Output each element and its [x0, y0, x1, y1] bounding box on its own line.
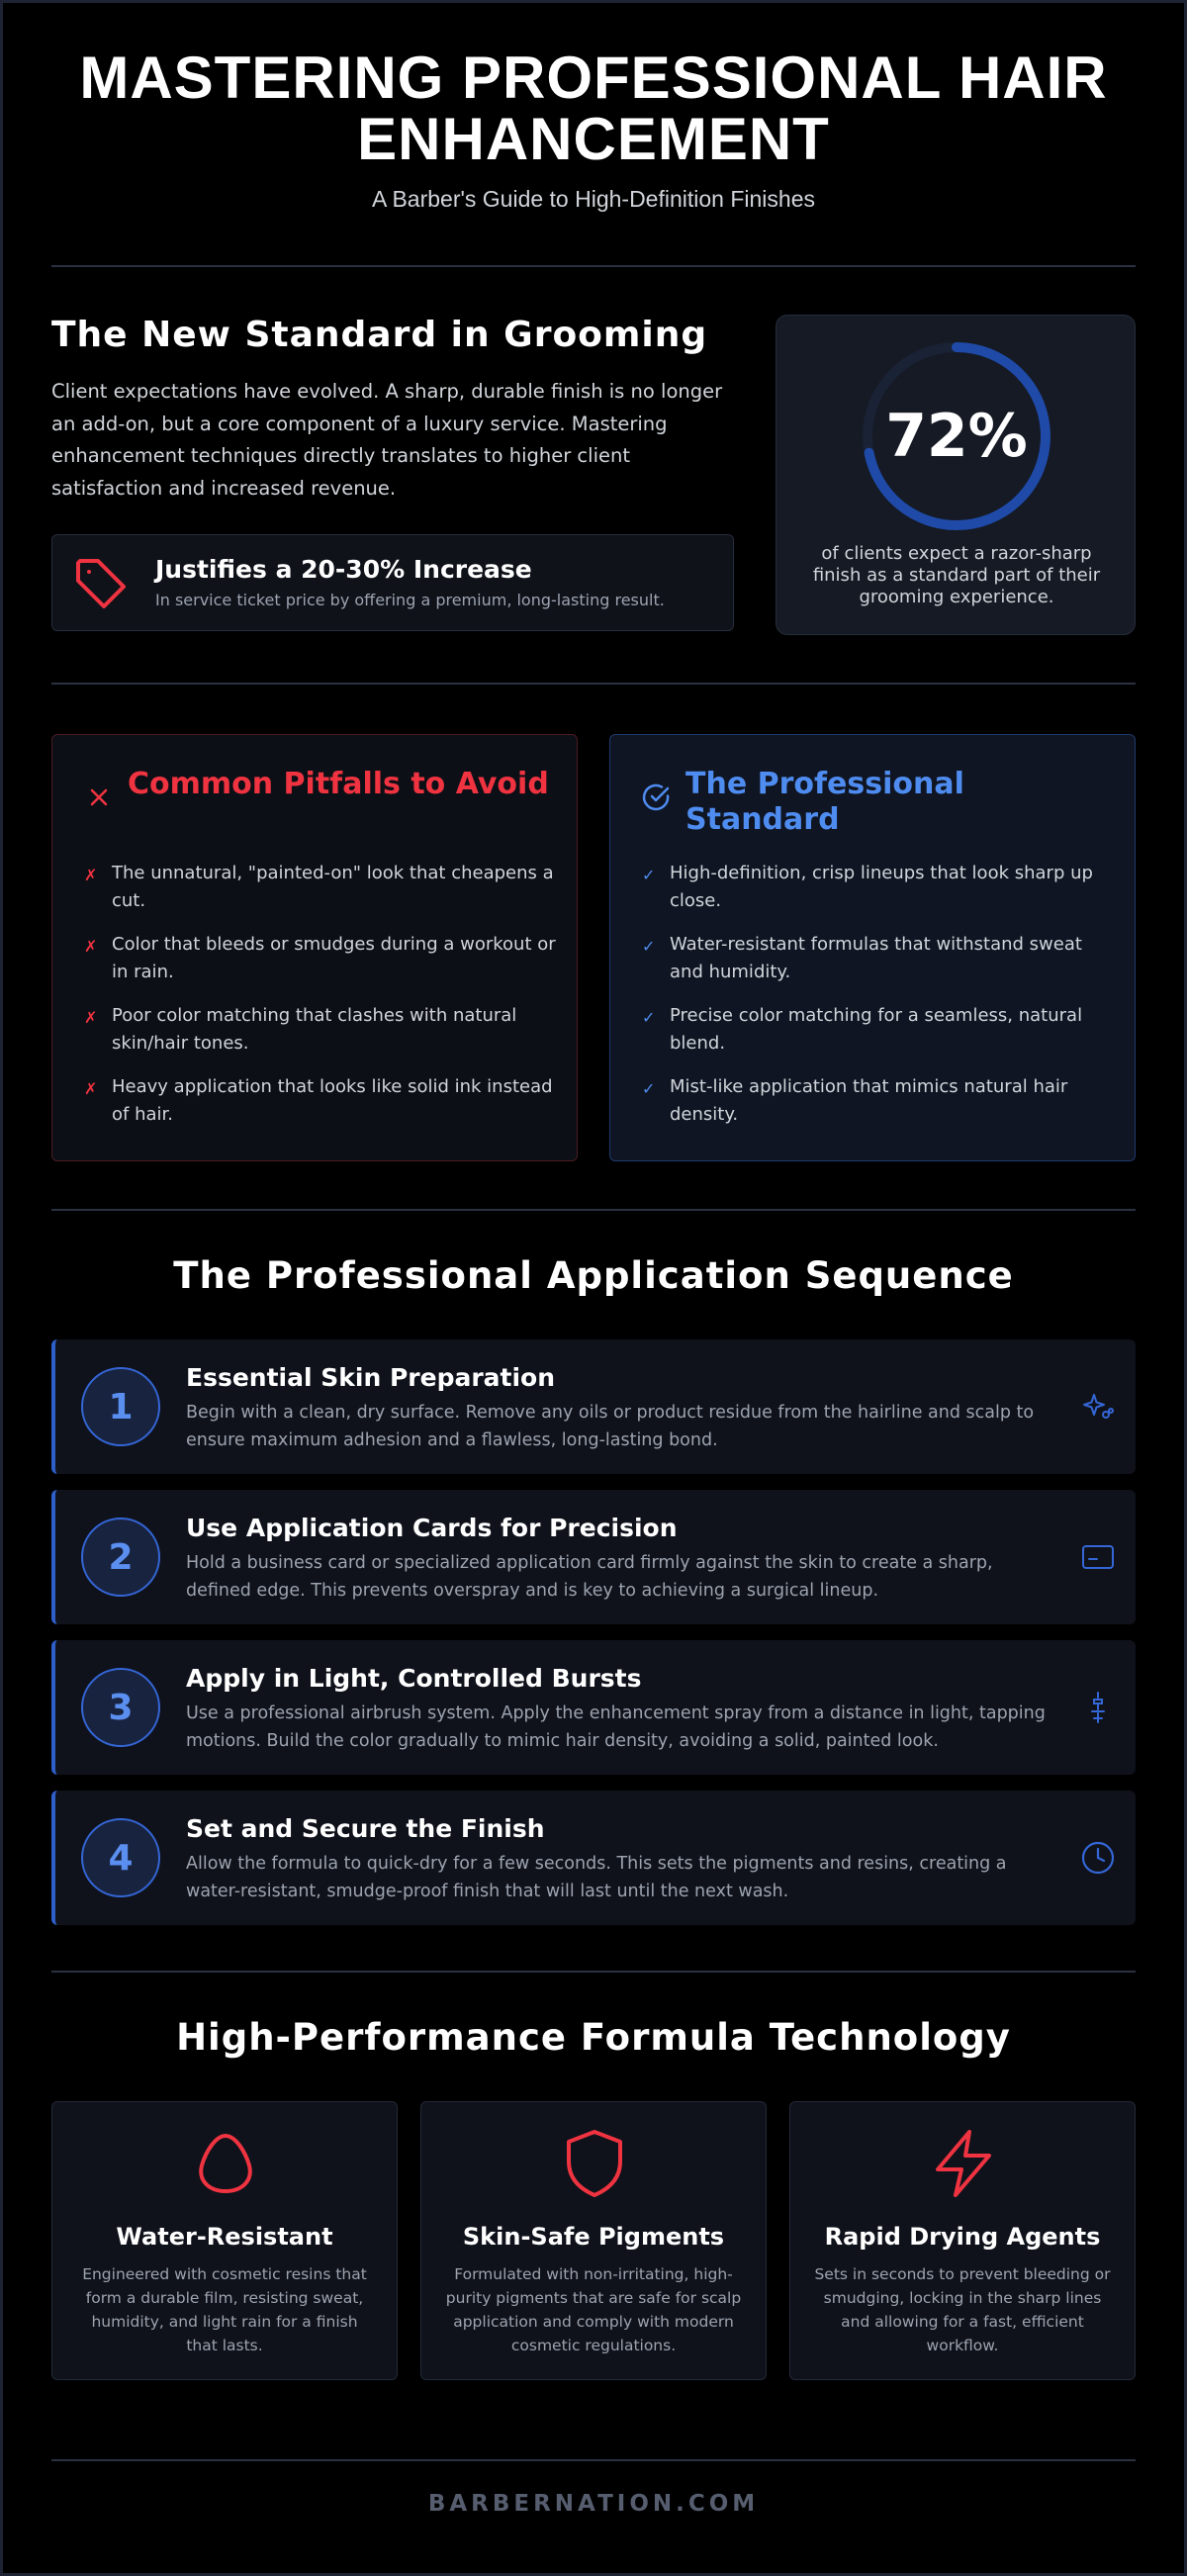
divider: [51, 2459, 1136, 2461]
feature-title: Rapid Drying Agents: [824, 2223, 1101, 2251]
stat-card: [776, 315, 1136, 635]
price-increase-subtitle: In service ticket price by offering a premium, long-lasting result.: [155, 591, 665, 609]
list-item: ✗ Color that bleeds or smudges during a workout or in rain.: [84, 934, 556, 982]
pitfalls-card: [51, 734, 578, 1161]
stat-description: of clients expect a razor-sharp finish as a standard part of their grooming experience.: [812, 543, 1101, 607]
clock-icon: [1080, 1840, 1116, 1876]
technology-heading: High-Performance Formula Technology: [176, 2016, 1011, 2059]
intro-body: Client expectations have evolved. A sharp, durable finish is no longer an add-on, but a core component of a luxury service. Mastering enhancement techniques directly translates to higher client satisfaction and increased revenue.: [51, 380, 723, 500]
sequence-heading: The Professional Application Sequence: [173, 1254, 1014, 1297]
pitfalls-title: Common Pitfalls to Avoid: [128, 767, 549, 801]
standard-title: The Professional Standard: [685, 767, 964, 837]
feature-card: [420, 2101, 767, 2380]
sparkles-icon: [1080, 1389, 1116, 1425]
list-item: ✗ Poor color matching that clashes with natural skin/hair tones.: [84, 1005, 517, 1054]
step-card: [51, 1490, 1136, 1624]
list-item: ✓ Precise color matching for a seamless, natural blend.: [642, 1005, 1083, 1054]
step-title: Apply in Light, Controlled Bursts: [186, 1664, 642, 1693]
step-description: Use a professional airbrush system. Apply the enhancement spray from a distance in light, tapping motions. Build the color gradually to mimic hair density, avoiding a solid, painted look.: [186, 1703, 1046, 1751]
feature-description: Engineered with cosmetic resins that form a durable film, resisting sweat, humidity, and light rain for a finish that lasts.: [82, 2265, 367, 2354]
divider: [51, 1971, 1136, 1973]
feature-title: Skin-Safe Pigments: [462, 2223, 725, 2251]
pitfalls-list: [84, 860, 559, 1145]
step-number: 2: [81, 1518, 160, 1597]
divider: [51, 1209, 1136, 1211]
step-description: Hold a business card or specialized application card firmly against the skin to create a sharp, defined edge. This prevents overspray and is key to achieving a surgical lineup.: [186, 1553, 993, 1601]
step-card: [51, 1339, 1136, 1474]
page-title: MASTERING PROFESSIONAL HAIR ENHANCEMENT: [79, 45, 1108, 172]
standard-card: [609, 734, 1136, 1161]
check-circle-icon: [642, 782, 672, 812]
step-number: 1: [81, 1367, 160, 1446]
feature-title: Water-Resistant: [116, 2223, 333, 2251]
feature-card: [51, 2101, 398, 2380]
intro-heading: The New Standard in Grooming: [51, 315, 708, 355]
stat-value: 72%: [885, 402, 1028, 471]
divider: [51, 683, 1136, 685]
step-card: [51, 1640, 1136, 1775]
standard-list: [642, 860, 1117, 1145]
footer-brand: BARBERNATION.COM: [427, 2491, 760, 2517]
page-subtitle: A Barber's Guide to High-Definition Finishes: [372, 186, 815, 212]
step-title: Use Application Cards for Precision: [186, 1514, 678, 1542]
step-number: 4: [81, 1818, 160, 1897]
price-increase-title: Justifies a 20-30% Increase: [155, 555, 532, 584]
list-item: ✓ Mist-like application that mimics natural hair density.: [642, 1076, 1068, 1125]
x-icon: [84, 782, 114, 812]
spray-icon: [1080, 1690, 1116, 1725]
card-icon: [1080, 1539, 1116, 1575]
feature-description: Sets in seconds to prevent bleeding or smudging, locking in the sharp lines and allowing for a fast, efficient workflow.: [814, 2265, 1111, 2354]
step-card: [51, 1791, 1136, 1925]
shield-icon: [563, 2128, 626, 2199]
list-item: ✓ Water-resistant formulas that withstand sweat and humidity.: [642, 934, 1082, 982]
feature-description: Formulated with non-irritating, high-purity pigments that are safe for scalp application and comply with modern cosmetic regulations.: [445, 2265, 742, 2354]
tag-icon: [70, 553, 130, 612]
step-number: 3: [81, 1668, 160, 1747]
step-description: Allow the formula to quick-dry for a few seconds. This sets the pigments and resins, creating a water-resistant, smudge-proof finish that will last until the next wash.: [186, 1854, 1007, 1901]
step-title: Set and Secure the Finish: [186, 1814, 545, 1843]
droplet-icon: [194, 2128, 257, 2199]
step-title: Essential Skin Preparation: [186, 1363, 556, 1392]
price-increase-card: [51, 534, 734, 631]
list-item: ✗ Heavy application that looks like solid ink instead of hair.: [84, 1076, 553, 1125]
feature-card: [789, 2101, 1136, 2380]
divider: [51, 265, 1136, 267]
list-item: ✗ The unnatural, "painted-on" look that cheapens a cut.: [84, 863, 554, 911]
list-item: ✓ High-definition, crisp lineups that look sharp up close.: [642, 863, 1093, 911]
lightning-icon: [932, 2128, 995, 2199]
step-description: Begin with a clean, dry surface. Remove any oils or product residue from the hairline and scalp to ensure maximum adhesion and a flawless, long-lasting bond.: [186, 1403, 1035, 1450]
